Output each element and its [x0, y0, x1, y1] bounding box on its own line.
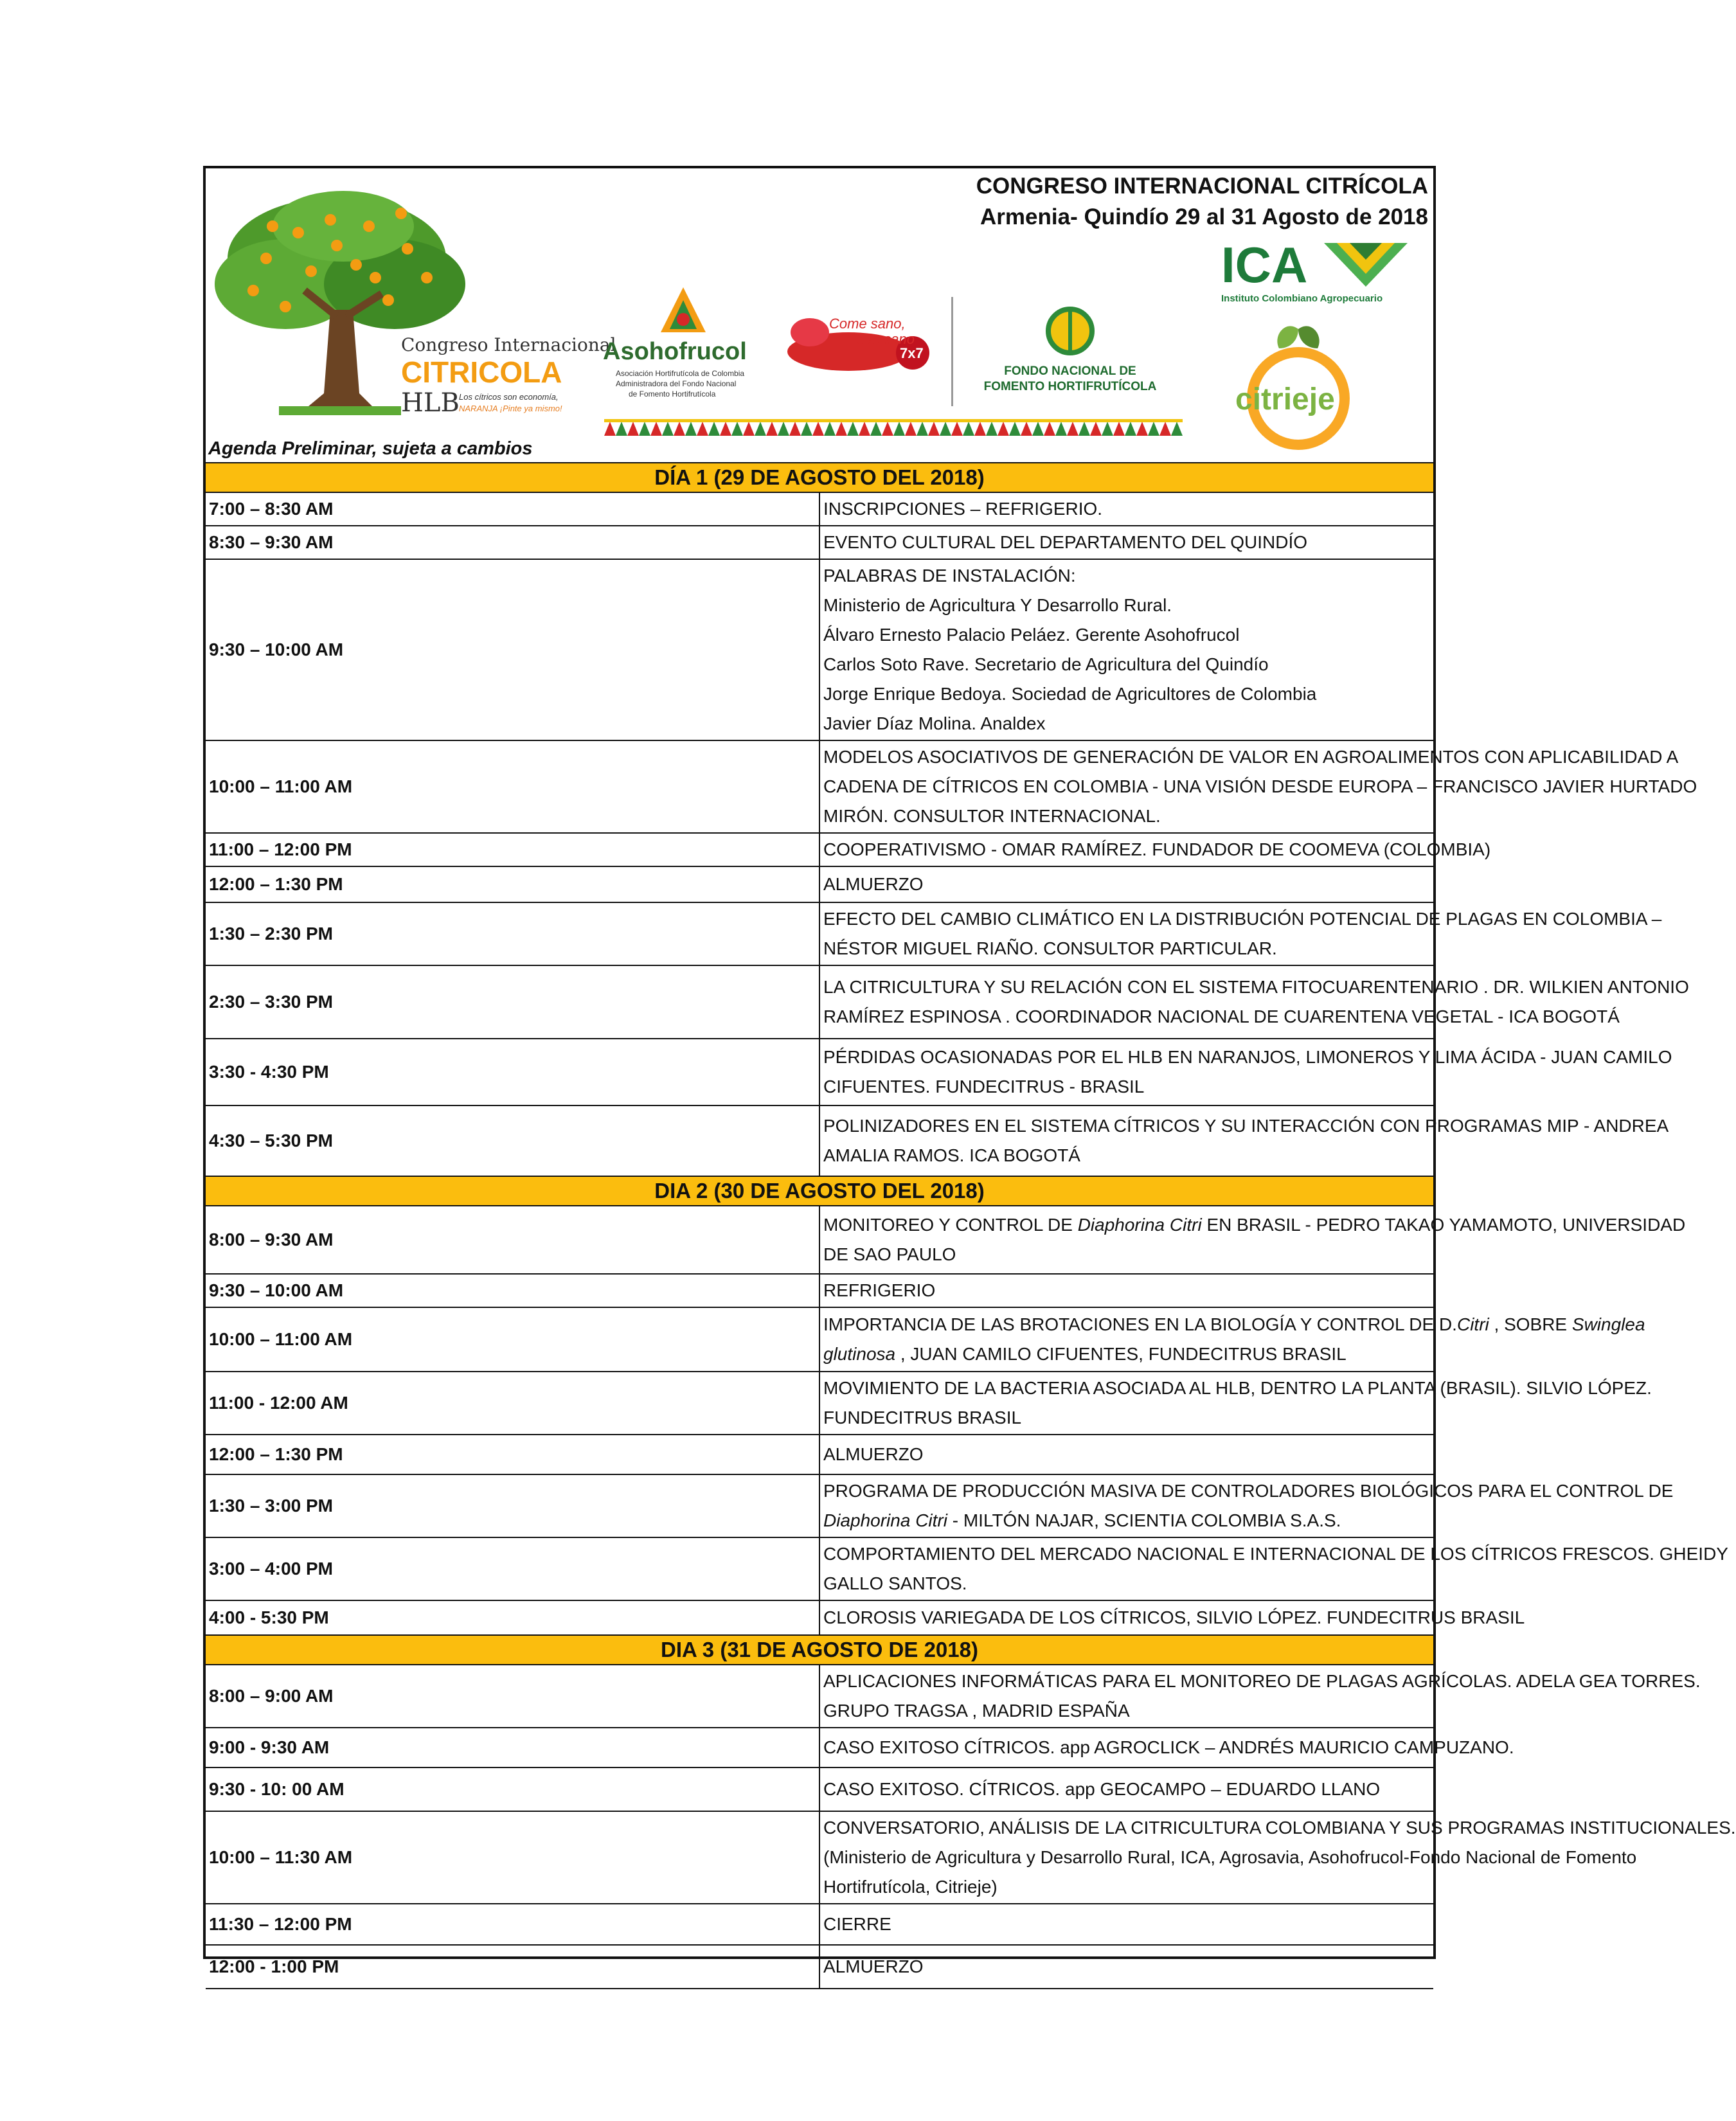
activity-line: ALMUERZO — [823, 1956, 924, 1976]
schedule-row — [206, 1768, 1433, 1811]
schedule-row — [206, 1206, 1433, 1274]
activity-line: Jorge Enrique Bedoya. Sociedad de Agricultores de Colombia — [823, 684, 1317, 704]
activity-line: COOPERATIVISMO - OMAR RAMÍREZ. FUNDADOR DE COOMEVA (COLOMBIA) — [823, 839, 1491, 859]
activity — [819, 1904, 1433, 1945]
schedule-row — [206, 1728, 1433, 1768]
schedule-row — [206, 740, 1433, 833]
schedule-row — [206, 866, 1433, 902]
activity-line: ALMUERZO — [823, 874, 924, 894]
time-slot: 8:30 – 9:30 AM — [206, 526, 819, 559]
time-slot: 9:30 – 10:00 AM — [206, 1274, 819, 1307]
fondo-emblem-icon — [1044, 300, 1096, 358]
congreso-logo-line2: CITRICOLA — [401, 355, 562, 389]
activity-line: FUNDECITRUS BRASIL — [823, 1408, 1022, 1427]
time-slot: 4:30 – 5:30 PM — [206, 1105, 819, 1176]
activity — [819, 1537, 1728, 1600]
congreso-logo-tagline2: NARANJA ¡Pinte ya mismo! — [459, 404, 562, 413]
activity — [819, 1811, 1736, 1904]
activity-line: NÉSTOR MIGUEL RIAÑO. CONSULTOR PARTICULAR. — [823, 938, 1277, 958]
time-slot: 11:00 – 12:00 PM — [206, 833, 819, 866]
time-slot: 11:00 - 12:00 AM — [206, 1372, 819, 1435]
come-sano-text2: vive sano — [855, 331, 915, 347]
activity-line: INSCRIPCIONES – REFRIGERIO. — [823, 499, 1103, 519]
time-slot: 12:00 – 1:30 PM — [206, 1435, 819, 1474]
day-title: DÍA 1 (29 DE AGOSTO DEL 2018) — [206, 463, 1433, 492]
congreso-logo — [208, 188, 616, 442]
schedule-row — [206, 492, 1433, 526]
time-slot: 1:30 – 3:00 PM — [206, 1474, 819, 1537]
activity — [819, 1105, 1669, 1176]
schedule-row — [206, 1537, 1433, 1600]
schedule-row — [206, 1945, 1433, 1989]
activity-line: CIFUENTES. FUNDECITRUS - BRASIL — [823, 1077, 1145, 1096]
day-title: DIA 3 (31 DE AGOSTO DE 2018) — [206, 1635, 1433, 1665]
citrieje-name: citrieje — [1235, 382, 1335, 416]
come-sano-logo — [784, 313, 938, 384]
schedule-row — [206, 1039, 1433, 1105]
schedule-row — [206, 1474, 1433, 1537]
time-slot: 8:00 – 9:00 AM — [206, 1665, 819, 1728]
activity-line: MONITOREO Y CONTROL DE Diaphorina Citri EN BRASIL - PEDRO TAKAO YAMAMOTO, UNIVERSIDAD — [823, 1215, 1686, 1235]
time-slot: 8:00 – 9:30 AM — [206, 1206, 819, 1274]
activity-line: CIERRE — [823, 1914, 891, 1934]
activity — [819, 1768, 1433, 1811]
time-slot: 12:00 – 1:30 PM — [206, 866, 819, 902]
activity — [819, 1206, 1686, 1274]
schedule-row — [206, 1435, 1433, 1474]
day-header-row — [206, 1176, 1433, 1206]
activity — [819, 1435, 1433, 1474]
activity-line: PROGRAMA DE PRODUCCIÓN MASIVA DE CONTROLADORES BIOLÓGICOS PARA EL CONTROL DE — [823, 1481, 1674, 1501]
activity — [819, 559, 1433, 740]
activity-line: AMALIA RAMOS. ICA BOGOTÁ — [823, 1145, 1080, 1165]
activity-line: Diaphorina Citri - MILTÓN NAJAR, SCIENTIA COLOMBIA S.A.S. — [823, 1510, 1341, 1530]
schedule-row — [206, 1372, 1433, 1435]
time-slot: 12:00 - 1:00 PM — [206, 1945, 819, 1989]
activity-line: EFECTO DEL CAMBIO CLIMÁTICO EN LA DISTRIBUCIÓN POTENCIAL DE PLAGAS EN COLOMBIA – — [823, 909, 1662, 929]
header — [206, 168, 1433, 463]
activity-line: CASO EXITOSO. CÍTRICOS. app GEOCAMPO – EDUARDO LLANO — [823, 1779, 1381, 1799]
schedule-row — [206, 1307, 1433, 1372]
activity-line: ALMUERZO — [823, 1444, 924, 1464]
activity-line: Hortifrutícola, Citrieje) — [823, 1877, 998, 1897]
activity-line: EVENTO CULTURAL DEL DEPARTAMENTO DEL QUINDÍO — [823, 532, 1308, 552]
activity — [819, 526, 1433, 559]
asohofrucol-sub1: Asociación Hortifrutícola de Colombia — [616, 369, 745, 378]
come-sano-text1: Come sano, — [829, 316, 906, 332]
asohofrucol-logo — [603, 284, 783, 406]
schedule-row — [206, 1105, 1433, 1176]
activity-line: RAMÍREZ ESPINOSA . COORDINADOR NACIONAL DE CUARENTENA VEGETAL - ICA BOGOTÁ — [823, 1007, 1620, 1026]
activity-line: Ministerio de Agricultura Y Desarrollo Rural. — [823, 595, 1172, 615]
congreso-logo-line3: HLB — [401, 388, 460, 418]
activity-line: GALLO SANTOS. — [823, 1573, 967, 1593]
schedule-row — [206, 965, 1433, 1039]
time-slot: 10:00 – 11:00 AM — [206, 1307, 819, 1372]
time-slot: 9:30 – 10:00 AM — [206, 559, 819, 740]
activity-line: CADENA DE CÍTRICOS EN COLOMBIA - UNA VISIÓN DESDE EUROPA – FRANCISCO JAVIER HURTADO — [823, 776, 1697, 796]
time-slot: 10:00 – 11:30 AM — [206, 1811, 819, 1904]
ica-name: ICA — [1221, 237, 1308, 293]
fondo-line1: FONDO NACIONAL DE — [1004, 364, 1136, 378]
activity — [819, 1274, 1433, 1307]
activity-line: (Ministerio de Agricultura y Desarrollo Rural, ICA, Agrosavia, Asohofrucol-Fondo Nacional de Fomento — [823, 1847, 1637, 1867]
ica-logo — [1221, 239, 1433, 310]
asohofrucol-sub2: Administradora del Fondo Nacional — [616, 379, 737, 388]
citrieje-logo — [1234, 323, 1375, 458]
congreso-logo-line1: Congreso Internacional — [401, 334, 616, 355]
congreso-logo-tagline1: Los cítricos son economía, — [459, 392, 559, 402]
activity-line: COMPORTAMIENTO DEL MERCADO NACIONAL E INTERNACIONAL DE LOS CÍTRICOS FRESCOS. GHEIDY — [823, 1544, 1728, 1564]
activity — [819, 1600, 1525, 1635]
activity-line: PALABRAS DE INSTALACIÓN: — [823, 566, 1076, 586]
time-slot: 1:30 – 2:30 PM — [206, 902, 819, 965]
activity-line: APLICACIONES INFORMÁTICAS PARA EL MONITOREO DE PLAGAS AGRÍCOLAS. ADELA GEA TORRES. — [823, 1671, 1701, 1691]
agenda-document — [203, 166, 1736, 1976]
time-slot: 2:30 – 3:30 PM — [206, 965, 819, 1039]
time-slot: 9:00 - 9:30 AM — [206, 1728, 819, 1768]
schedule-row — [206, 902, 1433, 965]
activity — [819, 902, 1662, 965]
day-header-row — [206, 1635, 1433, 1665]
activity — [819, 1307, 1645, 1372]
activity-line: CASO EXITOSO CÍTRICOS. app AGROCLICK – ANDRÉS MAURICIO CAMPUZANO. — [823, 1737, 1514, 1757]
activity-line: MOVIMIENTO DE LA BACTERIA ASOCIADA AL HLB, DENTRO LA PLANTA (BRASIL). SILVIO LÓPEZ. — [823, 1378, 1652, 1398]
agenda-note: Agenda Preliminar, sujeta a cambios — [208, 438, 533, 459]
ica-chevron-icon — [1324, 243, 1408, 288]
activity — [819, 1372, 1652, 1435]
activity-line: PÉRDIDAS OCASIONADAS POR EL HLB EN NARANJOS, LIMONEROS Y LIMA ÁCIDA - JUAN CAMILO — [823, 1047, 1672, 1067]
congress-location-dates: Armenia- Quindío 29 al 31 Agosto de 2018 — [980, 204, 1428, 229]
activity — [819, 1039, 1672, 1105]
fondo-nacional-logo — [964, 300, 1176, 403]
schedule-row — [206, 1904, 1433, 1945]
activity-line: REFRIGERIO — [823, 1280, 936, 1300]
asohofrucol-emblem-icon — [654, 284, 712, 336]
asohofrucol-name: Asohofrucol — [603, 338, 747, 365]
activity — [819, 866, 1433, 902]
schedule-table — [206, 463, 1736, 1989]
activity-line: MIRÓN. CONSULTOR INTERNACIONAL. — [823, 806, 1161, 826]
congress-title: CONGRESO INTERNACIONAL CITRÍCOLA — [976, 174, 1428, 199]
activity — [819, 833, 1491, 866]
ica-sub: Instituto Colombiano Agropecuario — [1221, 293, 1383, 304]
asohofrucol-sub3: de Fomento Hortifrutícola — [629, 389, 716, 398]
activity — [819, 965, 1689, 1039]
schedule-row — [206, 1811, 1433, 1904]
activity-line: GRUPO TRAGSA , MADRID ESPAÑA — [823, 1701, 1130, 1721]
time-slot: 3:00 – 4:00 PM — [206, 1537, 819, 1600]
activity-line: POLINIZADORES EN EL SISTEMA CÍTRICOS Y SU INTERACCIÓN CON PROGRAMAS MIP - ANDREA — [823, 1116, 1669, 1136]
logo-divider — [951, 297, 953, 406]
fondo-line2: FOMENTO HORTIFRUTÍCOLA — [983, 380, 1157, 393]
activity — [819, 1728, 1514, 1768]
time-slot: 11:30 – 12:00 PM — [206, 1904, 819, 1945]
time-slot: 4:00 - 5:30 PM — [206, 1600, 819, 1635]
schedule-row — [206, 559, 1433, 740]
time-slot: 7:00 – 8:30 AM — [206, 492, 819, 526]
activity-line: Javier Díaz Molina. Analdex — [823, 713, 1046, 733]
schedule-row — [206, 1600, 1433, 1635]
activity-line: glutinosa , JUAN CAMILO CIFUENTES, FUNDECITRUS BRASIL — [823, 1344, 1347, 1364]
activity-line: Carlos Soto Rave. Secretario de Agricultura del Quindío — [823, 654, 1269, 674]
time-slot: 9:30 - 10: 00 AM — [206, 1768, 819, 1811]
activity-line: Álvaro Ernesto Palacio Peláez. Gerente Asohofrucol — [823, 625, 1240, 645]
time-slot: 10:00 – 11:00 AM — [206, 740, 819, 833]
activity-line: LA CITRICULTURA Y SU RELACIÓN CON EL SISTEMA FITOCUARENTENARIO . DR. WILKIEN ANTONIO — [823, 977, 1689, 997]
day-title: DIA 2 (30 DE AGOSTO DEL 2018) — [206, 1176, 1433, 1206]
activity-line: CLOROSIS VARIEGADA DE LOS CÍTRICOS, SILVIO LÓPEZ. FUNDECITRUS BRASIL — [823, 1607, 1525, 1627]
activity-line: IMPORTANCIA DE LAS BROTACIONES EN LA BIOLOGÍA Y CONTROL DE D.Citri , SOBRE Swinglea — [823, 1314, 1645, 1334]
activity — [819, 1945, 1433, 1989]
schedule-row — [206, 1665, 1433, 1728]
activity-line: MODELOS ASOCIATIVOS DE GENERACIÓN DE VALOR EN AGROALIMENTOS CON APLICABILIDAD A — [823, 747, 1679, 767]
decorative-stripe — [604, 419, 1183, 436]
activity — [819, 1665, 1701, 1728]
activity — [819, 1474, 1674, 1537]
come-sano-badge: 7x7 — [900, 345, 924, 361]
schedule-row — [206, 526, 1433, 559]
day-header-row — [206, 463, 1433, 492]
schedule-row — [206, 1274, 1433, 1307]
activity — [819, 740, 1697, 833]
activity — [819, 492, 1433, 526]
activity-line: DE SAO PAULO — [823, 1244, 956, 1264]
activity-line: CONVERSATORIO, ANÁLISIS DE LA CITRICULTURA COLOMBIANA Y SUS PROGRAMAS INSTITUCIONALES. — [823, 1818, 1736, 1838]
schedule-row — [206, 833, 1433, 866]
time-slot: 3:30 - 4:30 PM — [206, 1039, 819, 1105]
